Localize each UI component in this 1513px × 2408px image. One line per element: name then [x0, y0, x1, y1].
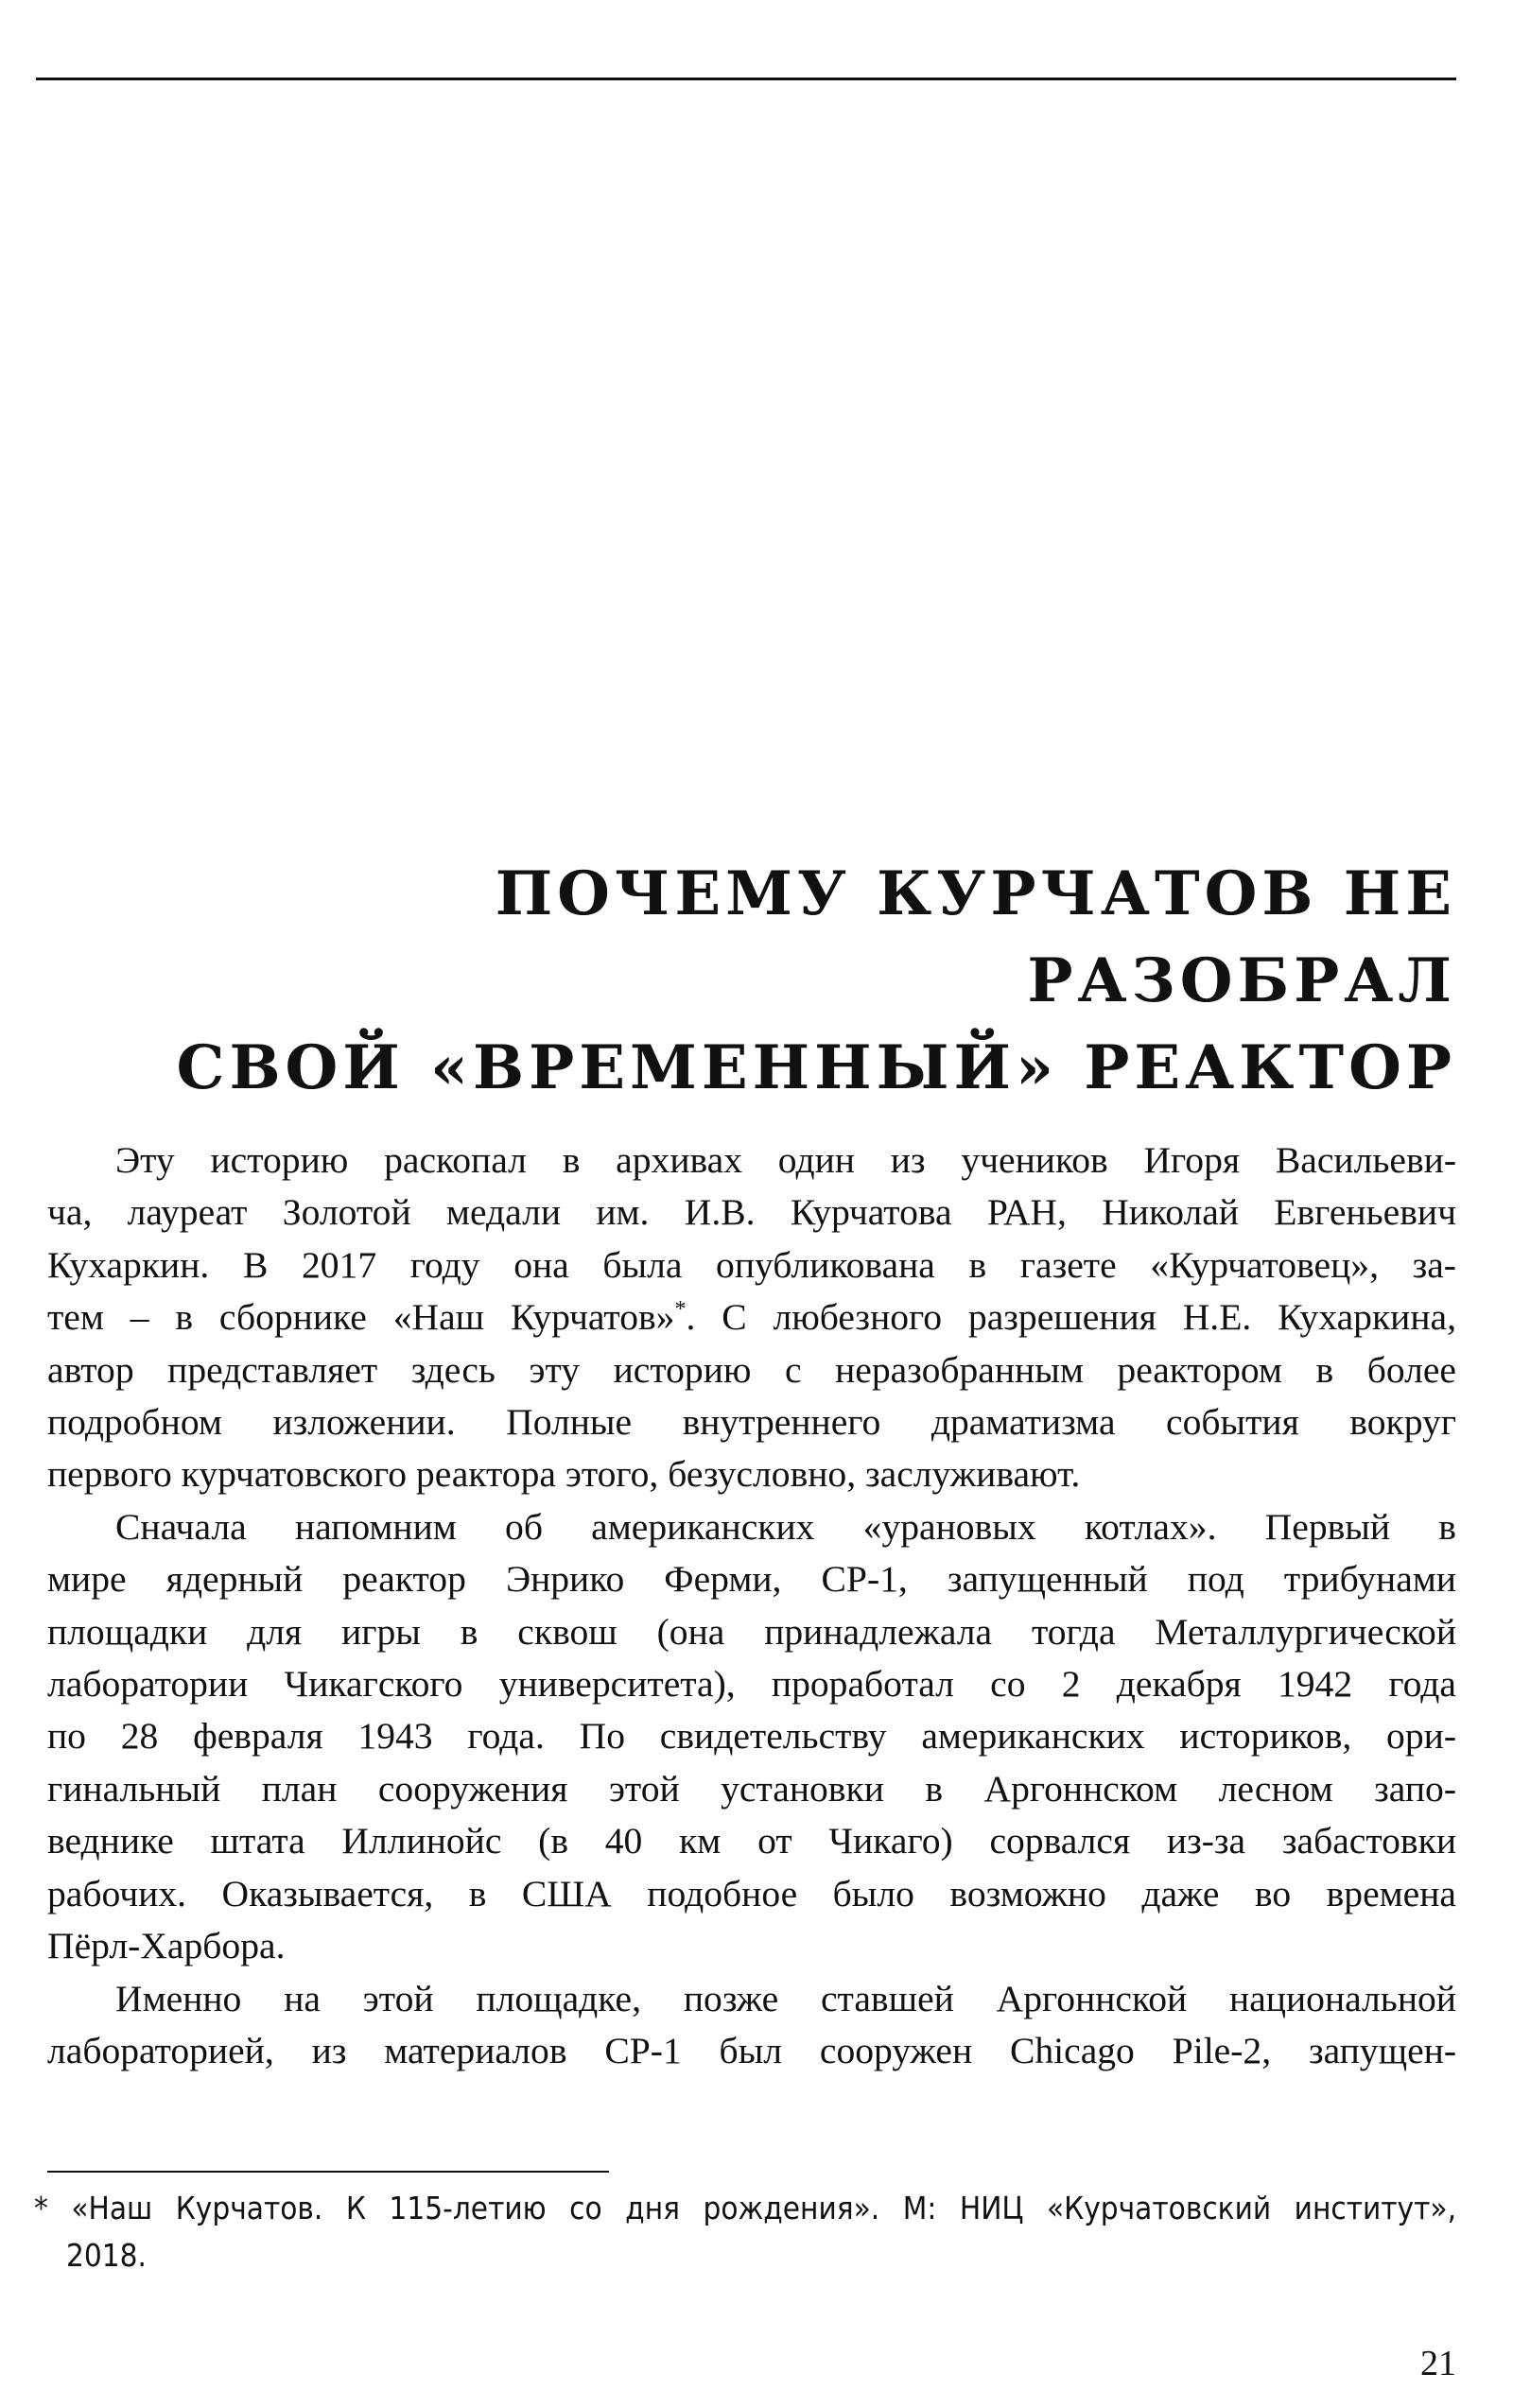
text-segment: . С любезного разрешения Н.Е. Кухаркина, — [686, 1296, 1456, 1339]
text-line: первого курчатовского реактора этого, безусловно, заслуживают. — [47, 1453, 1081, 1496]
header-rule — [36, 78, 1456, 80]
text-line: Именно на этой площадке, позже ставшей Аргоннской национальной — [115, 1977, 1456, 2019]
paragraph-2 — [47, 1501, 1456, 1973]
text-line: рабочих. Оказывается, в США подобное было возможно даже во времена — [47, 1872, 1456, 1914]
chapter-title-line-2: СВОЙ «ВРЕМЕННЫЙ» РЕАКТОР — [176, 1032, 1456, 1103]
text-segment: тем – в сборнике «Наш Курчатов» — [47, 1296, 675, 1339]
paragraph-3 — [47, 1973, 1456, 2078]
body-text — [47, 1135, 1456, 2077]
text-line: Кухаркин. В 2017 году она была опубликована в газете «Курчатовец», за- — [47, 1243, 1456, 1286]
text-line: веднике штата Иллинойс (в 40 км от Чикаго) сорвался из-за забастовки — [47, 1820, 1456, 1862]
text-line: подробном изложении. Полные внутреннего драматизма события вокруг — [47, 1401, 1456, 1444]
text-line: Эту историю раскопал в архивах один из учеников Игоря Васильеви- — [115, 1139, 1456, 1181]
chapter-title-line-1: ПОЧЕМУ КУРЧАТОВ НЕ РАЗОБРАЛ — [495, 858, 1456, 1016]
text-line: ча, лауреат Золотой медали им. И.В. Курчатова РАН, Николай Евгеньевич — [47, 1191, 1456, 1234]
text-line: автор представляет здесь эту историю с неразобранным реактором в более — [47, 1348, 1456, 1391]
text-line — [47, 1291, 1456, 1343]
text-line: Сначала напомним об американских «урановых котлах». Первый в — [115, 1505, 1456, 1548]
text-line: Пёрл-Харбора. — [47, 1925, 286, 1967]
footnote — [34, 2185, 1456, 2279]
chapter-title — [142, 851, 1456, 1112]
footnote-rule — [47, 2171, 609, 2173]
text-line: площадки для игры в сквош (она принадлежала тогда Металлургической — [47, 1610, 1456, 1653]
text-line: по 28 февраля 1943 года. По свидетельству американских историков, ори- — [47, 1715, 1456, 1758]
paragraph-1 — [47, 1135, 1456, 1501]
footnote-line-1: * «Наш Курчатов. К 115-летию со дня рождения». М: НИЦ «Курчатовский институт», — [34, 2190, 1456, 2226]
text-line: мире ядерный реактор Энрико Ферми, CP-1, запущенный под трибунами — [47, 1558, 1456, 1601]
footnote-marker: * — [674, 1297, 687, 1323]
text-line: лаборатории Чикагского университета), проработал со 2 декабря 1942 года — [47, 1663, 1456, 1706]
text-line: лабораторией, из материалов CP-1 был сооружен Chicago Pile-2, запущен- — [47, 2029, 1456, 2071]
page-number: 21 — [1420, 2344, 1456, 2383]
footnote-line-2: 2018. — [66, 2237, 147, 2274]
text-line: гинальный план сооружения этой установки в Аргоннском лесном запо- — [47, 1767, 1456, 1810]
